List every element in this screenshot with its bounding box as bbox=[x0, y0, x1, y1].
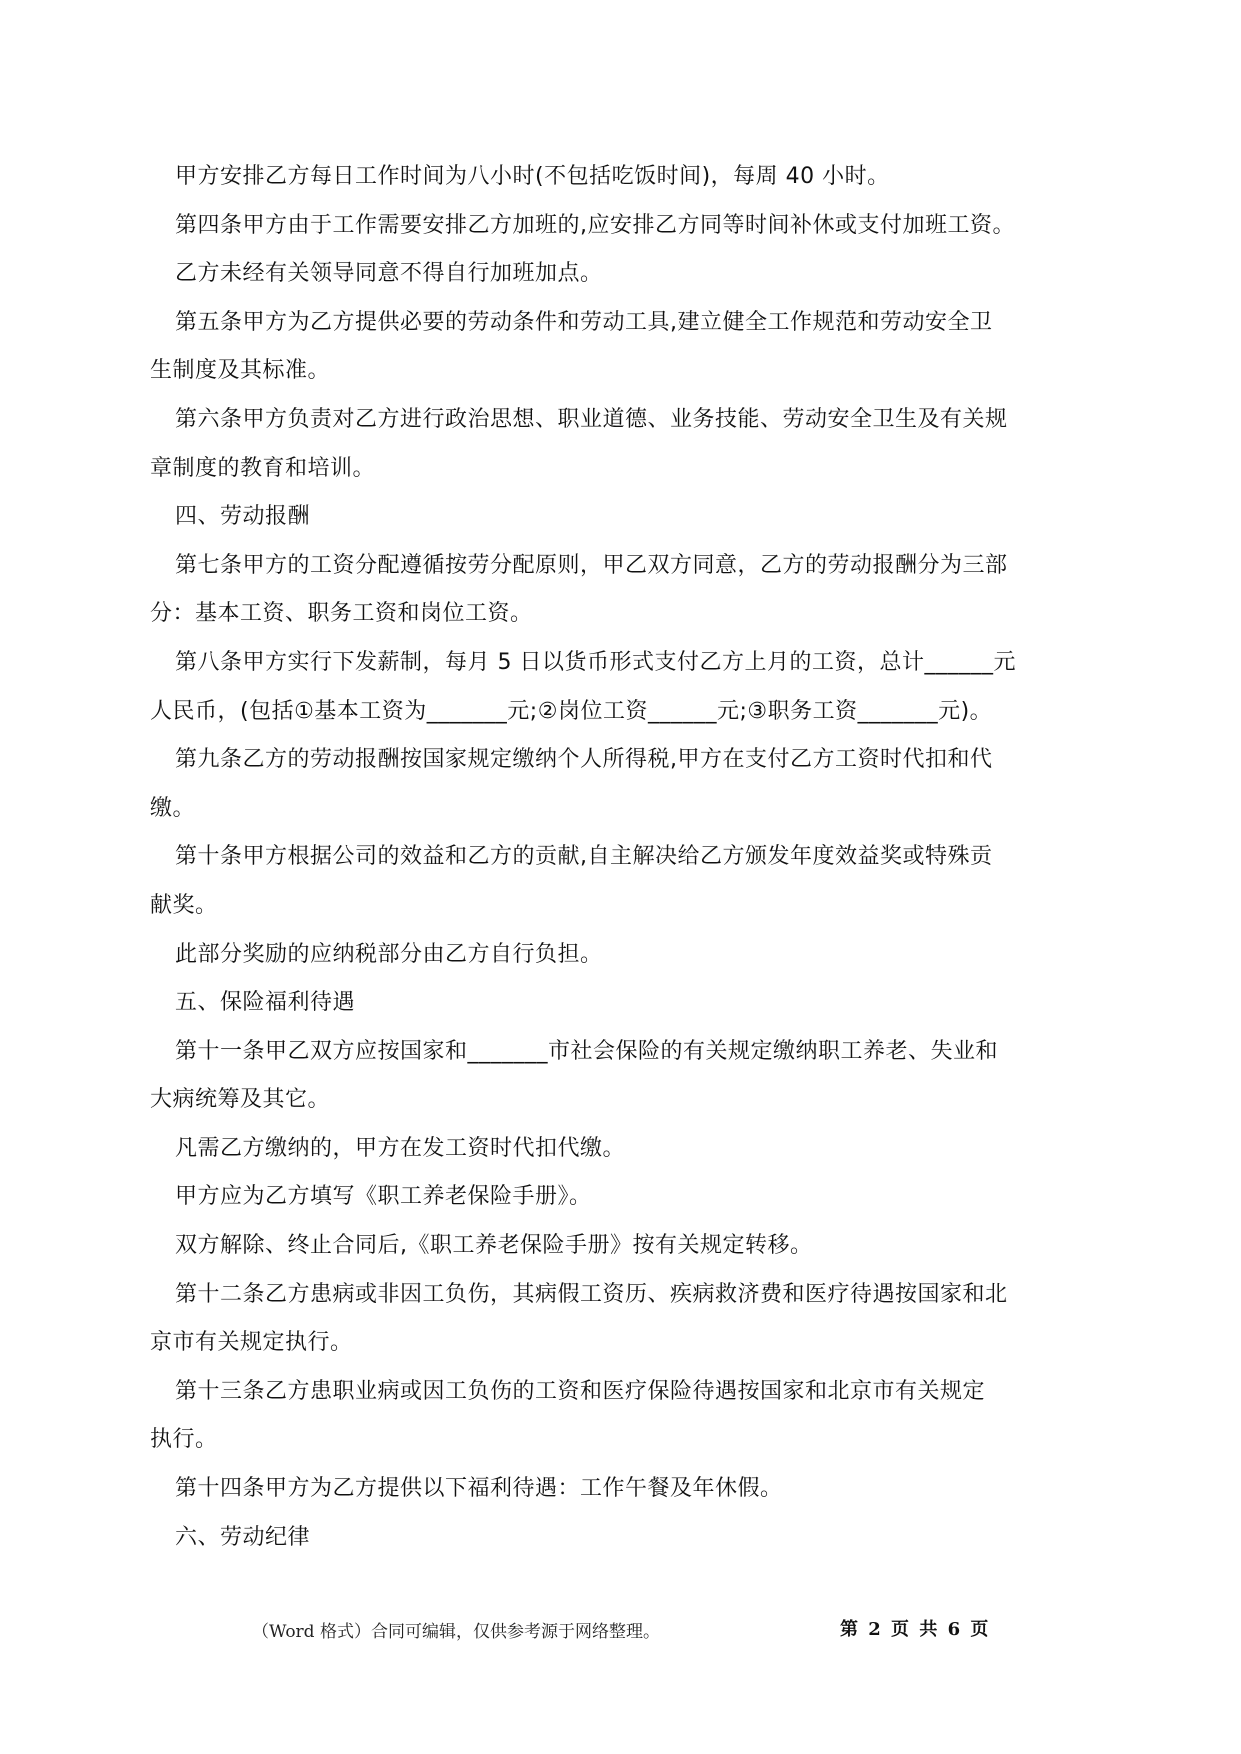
text-line: 甲方应为乙方填写《职工养老保险手册》。 bbox=[175, 1184, 592, 1210]
text-line: 献奖。 bbox=[150, 892, 218, 918]
text-line: 此部分奖励的应纳税部分由乙方自行负担。 bbox=[175, 941, 603, 967]
text-line: 双方解除、终止合同后,《职工养老保险手册》按有关规定转移。 bbox=[175, 1233, 813, 1259]
text-line: 五、保险福利待遇 bbox=[175, 990, 356, 1016]
text-line: 六、劳动纪律 bbox=[175, 1524, 311, 1550]
text-line: 甲方安排乙方每日工作时间为八小时(不包括吃饭时间)，每周 40 小时。 bbox=[175, 164, 890, 189]
text-line: 人民币，(包括①基本工资为_______元;②岗位工资______元;③职务工资_______元)。 bbox=[150, 698, 993, 724]
text-line: 第七条甲方的工资分配遵循按劳分配原则，甲乙双方同意，乙方的劳动报酬分为三部 bbox=[175, 552, 1008, 578]
text-line: 第五条甲方为乙方提供必要的劳动条件和劳动工具,建立健全工作规范和劳动安全卫 bbox=[175, 309, 993, 335]
text-line: 第九条乙方的劳动报酬按国家规定缴纳个人所得税,甲方在支付乙方工资时代扣和代 bbox=[175, 747, 993, 773]
text-line: 第四条甲方由于工作需要安排乙方加班的,应安排乙方同等时间补休或支付加班工资。 bbox=[175, 212, 1015, 238]
text-line: 四、劳动报酬 bbox=[175, 504, 311, 530]
text-line: 执行。 bbox=[150, 1427, 218, 1453]
text-line: 乙方未经有关领导同意不得自行加班加点。 bbox=[175, 261, 603, 287]
document-body bbox=[150, 153, 1110, 1562]
text-line: 大病统筹及其它。 bbox=[150, 1087, 331, 1113]
text-line: 第十一条甲乙双方应按国家和_______市社会保险的有关规定缴纳职工养老、失业和 bbox=[175, 1038, 999, 1064]
text-line: 京市有关规定执行。 bbox=[150, 1330, 353, 1356]
text-line: 第八条甲方实行下发薪制，每月 5 日以货币形式支付乙方上月的工资，总计______元 bbox=[175, 649, 1016, 675]
text-line: 第十四条甲方为乙方提供以下福利待遇：工作午餐及年休假。 bbox=[175, 1476, 783, 1502]
text-line: 章制度的教育和培训。 bbox=[150, 455, 376, 481]
text-line: 第六条甲方负责对乙方进行政治思想、职业道德、业务技能、劳动安全卫生及有关规 bbox=[175, 406, 1008, 432]
text-line: 第十条甲方根据公司的效益和乙方的贡献,自主解决给乙方颁发年度效益奖或特殊贡 bbox=[175, 844, 993, 870]
text-line: 第十三条乙方患职业病或因工负伤的工资和医疗保险待遇按国家和北京市有关规定 bbox=[175, 1378, 986, 1404]
text-line: 第十二条乙方患病或非因工负伤，其病假工资历、疾病救济费和医疗待遇按国家和北 bbox=[175, 1281, 1008, 1307]
text-line: 生制度及其标准。 bbox=[150, 358, 331, 384]
footer-note: （Word 格式）合同可编辑，仅供参考源于网络整理。 bbox=[252, 1622, 660, 1642]
text-line: 缴。 bbox=[150, 795, 196, 821]
text-line: 凡需乙方缴纳的，甲方在发工资时代扣代缴。 bbox=[175, 1135, 626, 1161]
page-number: 第 2 页 共 6 页 bbox=[840, 1619, 991, 1640]
text-line: 分：基本工资、职务工资和岗位工资。 bbox=[150, 601, 533, 627]
